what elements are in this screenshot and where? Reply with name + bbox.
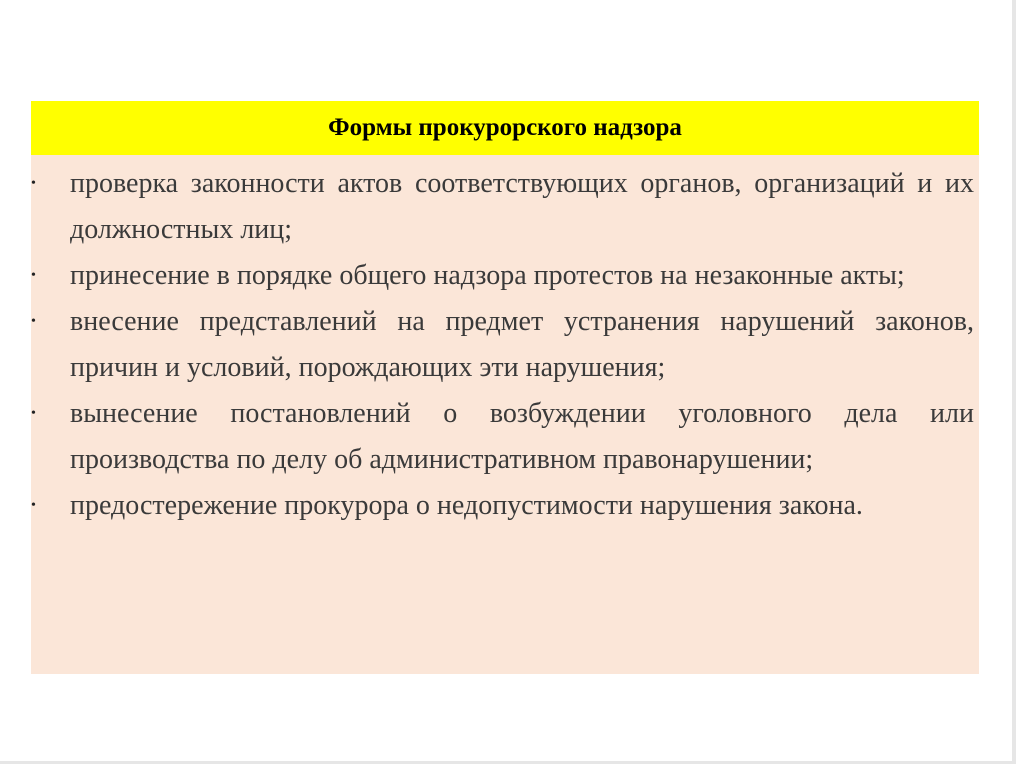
list-item <box>31 161 979 253</box>
bullet-icon: • <box>31 176 36 191</box>
list-item <box>31 253 979 299</box>
table-header <box>31 101 979 155</box>
list-item-text: вынесение постановлений о возбуждении уголовного дела или производства по делу об административном правонарушении; <box>70 398 974 475</box>
list-item <box>31 299 979 391</box>
bullet-icon: • <box>31 406 36 421</box>
list-item <box>31 483 979 529</box>
bullet-icon: • <box>31 268 36 283</box>
header-title: Формы прокурорского надзора <box>328 114 682 141</box>
list-item-text: внесение представлений на предмет устранения нарушений законов, причин и условий, порождающих эти нарушения; <box>70 306 974 383</box>
list-item <box>31 391 979 483</box>
list-item-text: проверка законности актов соответствующих органов, организаций и их должностных лиц; <box>70 168 974 245</box>
list-item-text: принесение в порядке общего надзора протестов на незаконные акты; <box>70 260 905 291</box>
table-body <box>31 155 979 674</box>
bullet-icon: • <box>31 498 36 513</box>
content-table <box>31 101 979 674</box>
bullet-icon: • <box>31 314 36 329</box>
list-item-text: предостережение прокурора о недопустимости нарушения закона. <box>70 490 863 521</box>
